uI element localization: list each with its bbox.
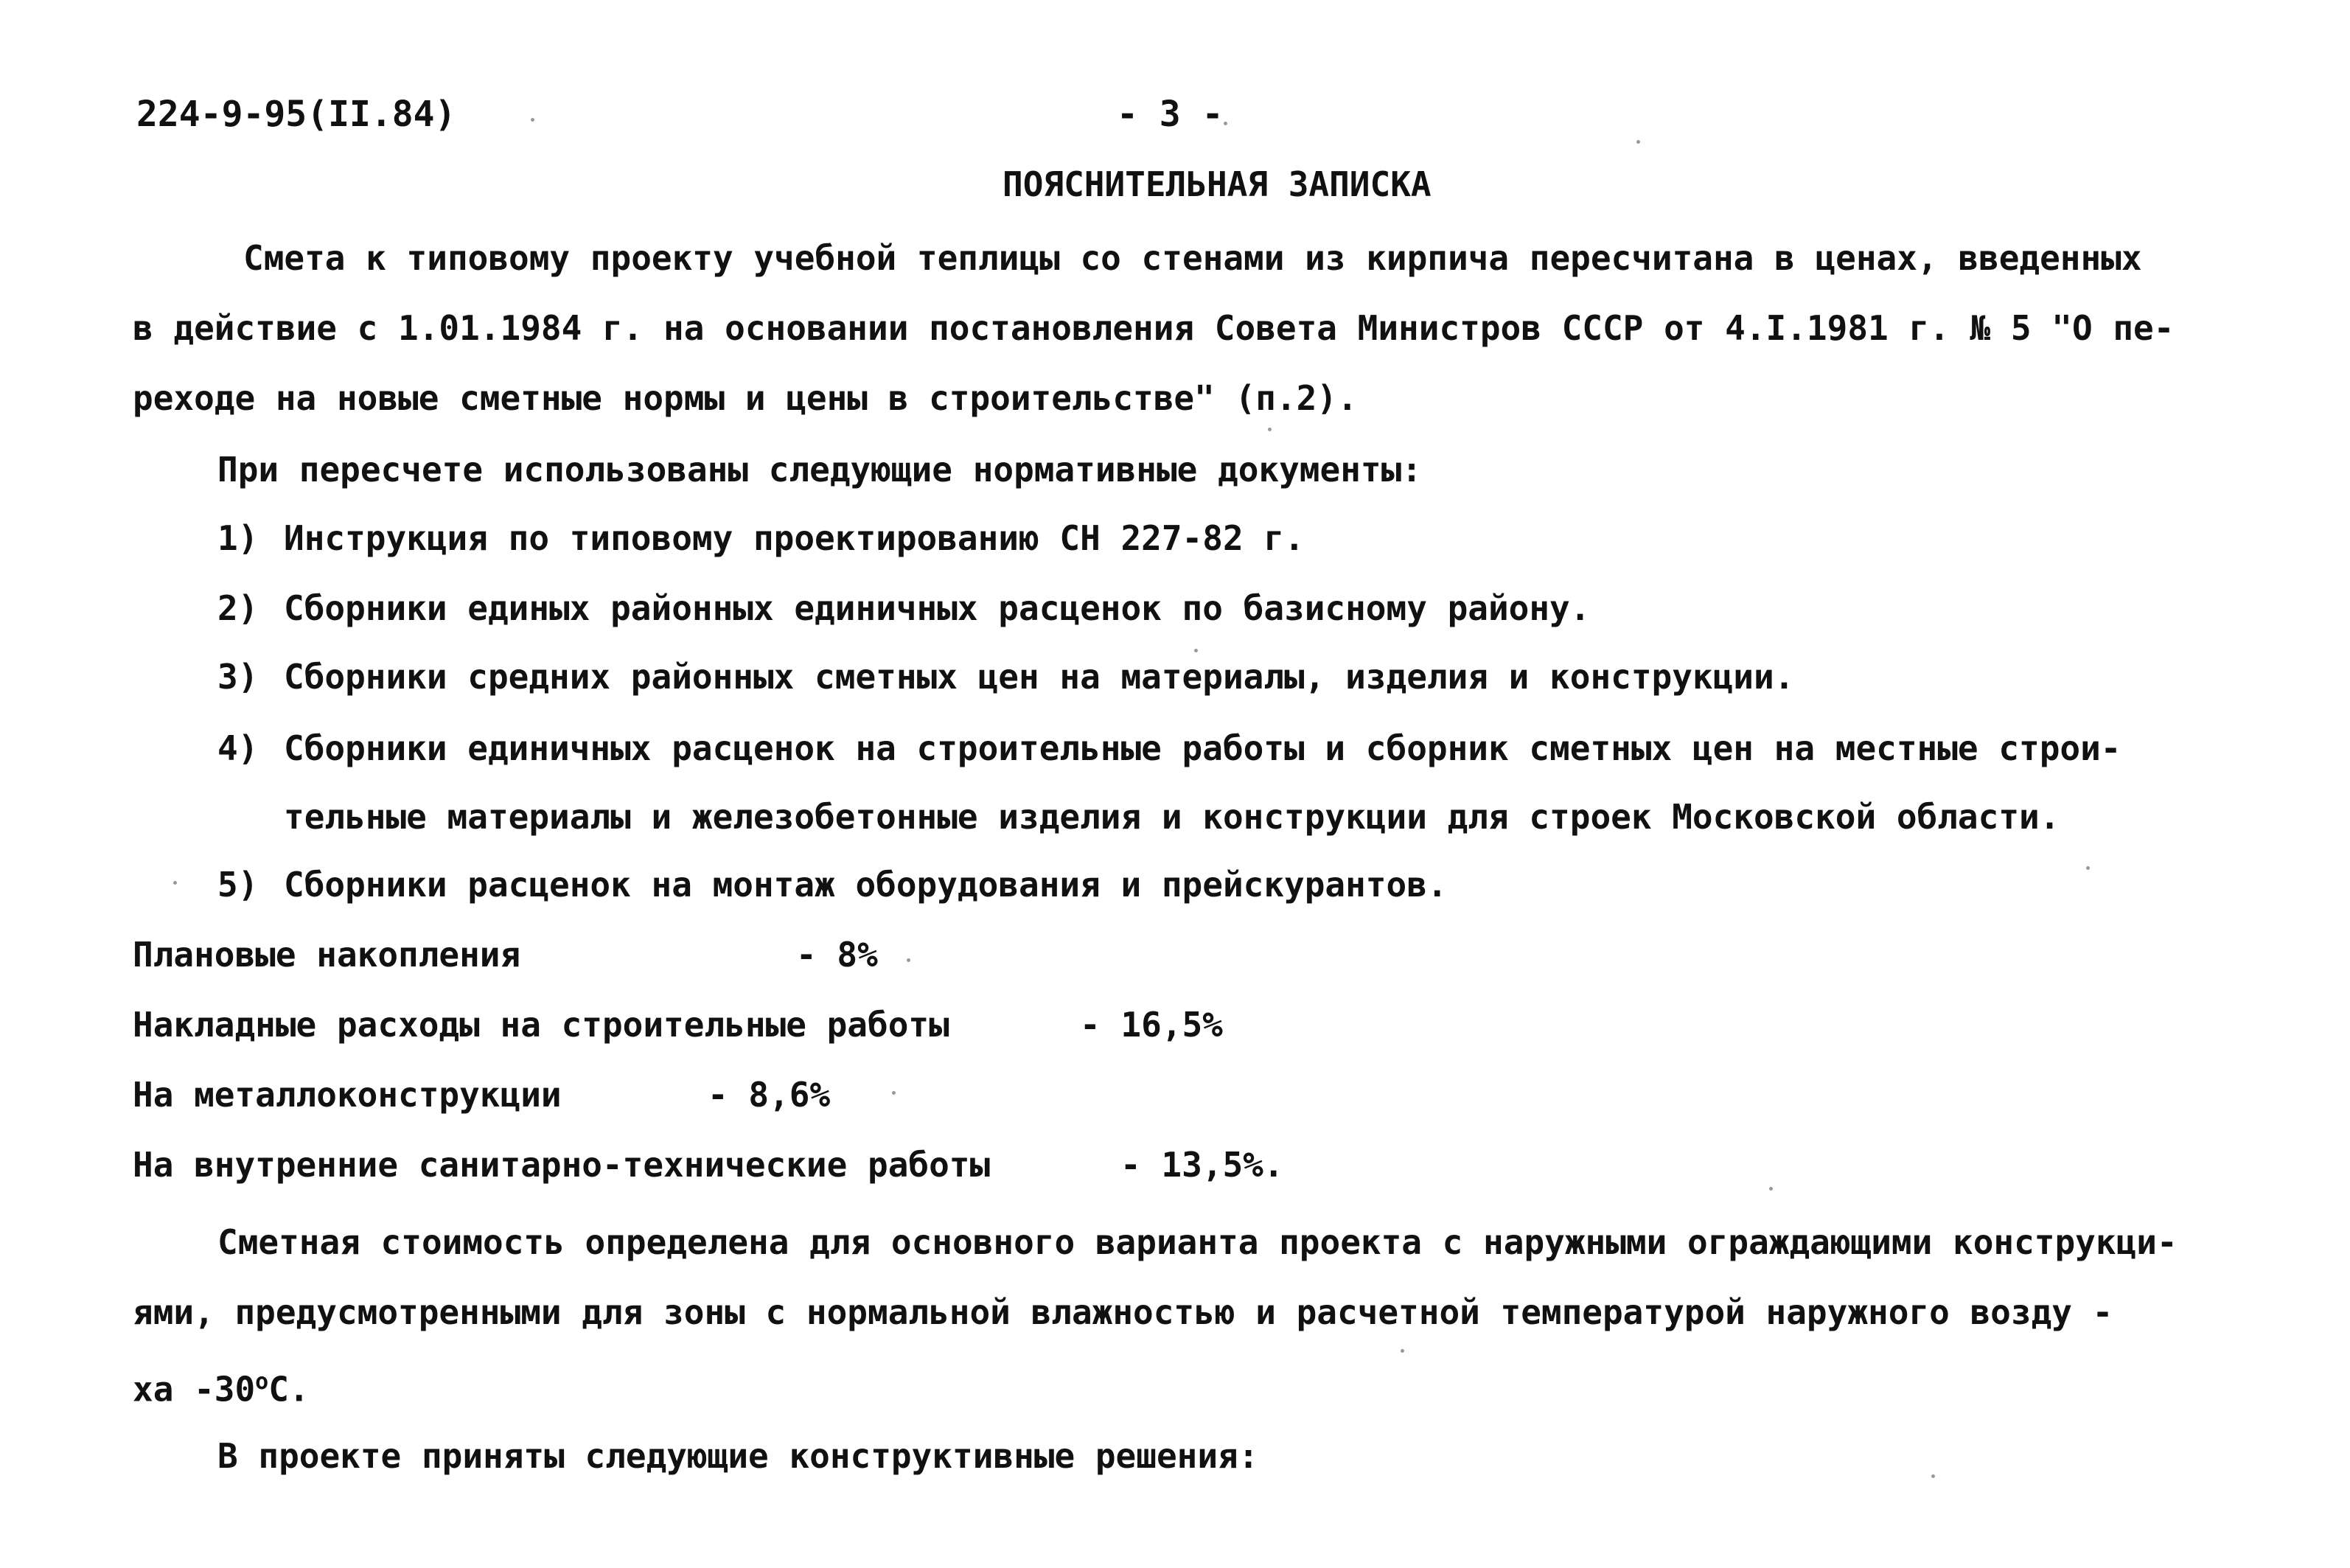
- scan-speck: [1268, 428, 1272, 431]
- scan-speck: [173, 881, 177, 885]
- cost-line-3: [133, 1360, 310, 1411]
- scan-speck: [1194, 649, 1198, 652]
- degree-superscript: о: [255, 1369, 269, 1395]
- cost-line-2: ями, предусмотренными для зоны с нормальной влажностью и расчетной температурой наружного возду -: [133, 1292, 2113, 1332]
- scan-speck: [892, 1091, 896, 1095]
- doc-item-4-text: Сборники единичных расценок на строительные работы и сборник сметных цен на местные строи-: [284, 728, 2121, 768]
- closing-line: В проекте приняты следующие конструктивные решения:: [217, 1436, 1259, 1476]
- doc-item-3-number: 3): [217, 657, 259, 697]
- document-title: ПОЯСНИТЕЛЬНАЯ ЗАПИСКА: [1003, 164, 1432, 204]
- rate-label-planned: Плановые накопления: [133, 935, 521, 975]
- cost-line-3-suffix: С.: [268, 1369, 310, 1410]
- rate-value-planned: - 8%: [796, 935, 878, 975]
- scan-speck: [1224, 122, 1227, 125]
- intro-line-1: Смета к типовому проекту учебной теплицы со стенами из кирпича пересчитана в ценах, введенных: [243, 238, 2142, 278]
- scan-speck: [531, 118, 534, 122]
- rate-label-metal: На металлоконструкции: [133, 1075, 562, 1115]
- cost-line-3-prefix: ха -30: [133, 1369, 256, 1410]
- scan-speck: [2086, 866, 2090, 870]
- doc-item-5-number: 5): [217, 865, 259, 905]
- scan-speck: [1769, 1187, 1773, 1191]
- doc-item-3-text: Сборники средних районных сметных цен на материалы, изделия и конструкции.: [284, 657, 1795, 697]
- rate-value-sanitary: - 13,5%.: [1120, 1145, 1284, 1185]
- scan-speck: [907, 958, 910, 962]
- scan-speck: [1401, 1349, 1404, 1353]
- cost-line-1: Сметная стоимость определена для основного варианта проекта с наружными ограждающими конструкци-: [217, 1222, 2178, 1262]
- doc-item-2-text: Сборники единых районных единичных расценок по базисному району.: [284, 588, 1591, 628]
- doc-item-1-number: 1): [217, 518, 259, 558]
- rate-value-overhead: - 16,5%: [1080, 1005, 1223, 1045]
- doc-item-1-text: Инструкция по типовому проектированию СН 227-82 г.: [284, 518, 1305, 558]
- rate-label-sanitary: На внутренние санитарно-технические работы: [133, 1145, 991, 1185]
- scan-speck: [1931, 1474, 1935, 1478]
- rate-label-overhead: Накладные расходы на строительные работы: [133, 1005, 949, 1045]
- doc-item-5-text: Сборники расценок на монтаж оборудования и прейскурантов.: [284, 865, 1448, 905]
- doc-item-2-number: 2): [217, 588, 259, 628]
- page-number: - 3 -: [1117, 94, 1224, 135]
- intro-line-2: в действие с 1.01.1984 г. на основании постановления Совета Министров СССР от 4.I.1981 г. № 5 "О пе-: [133, 308, 2175, 348]
- rate-value-metal: - 8,6%: [708, 1075, 831, 1115]
- scan-speck: [1636, 140, 1640, 144]
- doc-item-4-continuation: тельные материалы и железобетонные изделия и конструкции для строек Московской области.: [284, 797, 2060, 837]
- docs-intro: При пересчете использованы следующие нормативные документы:: [217, 450, 1422, 489]
- doc-item-4-number: 4): [217, 728, 259, 768]
- document-code: 224-9-95(II.84): [136, 94, 456, 135]
- intro-line-3: реходе на новые сметные нормы и цены в строительстве" (п.2).: [133, 378, 1358, 418]
